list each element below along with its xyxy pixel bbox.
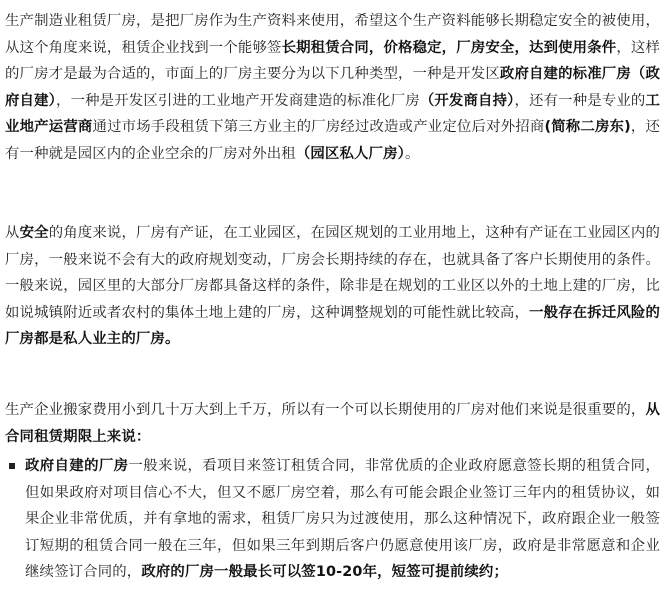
emphasis-text: （园区私人厂房）	[295, 145, 405, 162]
list-item-text	[25, 458, 660, 580]
paragraph-safety	[5, 220, 660, 353]
text-run: ，一种是开发区引进的工业地产开发商建造的标准化厂房	[56, 92, 420, 109]
paragraph-lease-term	[5, 397, 660, 450]
emphasis-text: （开发商自持）	[419, 92, 515, 109]
text-run: 生产制造业租赁厂房，是把厂房作为生产资料来使用，希望这个生产资料能够长期稳定安全的被使用，从这个角度来说，租赁企业找到一个能够签	[5, 13, 660, 56]
emphasis-text: 政府自建的标准厂房（政府自建）	[5, 66, 660, 109]
text-run: ，还有一种是专业的	[514, 92, 646, 109]
text-run: ，这样的厂房才是最为合适的，市面上的厂房主要分为以下几种类型，一种是开发区	[5, 39, 660, 83]
lease-list	[5, 453, 660, 586]
emphasis-text: 长期租赁合同，价格稳定，厂房安全，达到使用条件	[281, 39, 617, 56]
emphasis-text: 一般存在拆迁风险的厂房都是私人业主的厂房。	[5, 304, 661, 348]
emphasis-text: (简称二房东)	[544, 119, 631, 136]
bullet-icon	[9, 463, 15, 469]
text-run: 生产企业搬家费用小到几十万大到上千万，所以有一个可以长期使用的厂房对他们来说是很重要的，	[5, 402, 646, 418]
paragraph-factory-types	[5, 8, 660, 168]
emphasis-text: 从合同租赁期限上来说：	[5, 402, 660, 445]
emphasis-text: 政府自建的厂房	[25, 458, 129, 474]
emphasis-text: 工业地产运营商	[5, 92, 660, 136]
list-item	[5, 453, 660, 586]
text-run: ，还有一种就是园区内的企业空余的厂房对外出租	[5, 119, 660, 162]
emphasis-text: 安全	[19, 225, 49, 241]
emphasis-text: 政府的厂房一般最长可以签10-20年，短签可提前续约；	[141, 564, 508, 581]
text-run: 从	[5, 225, 20, 241]
text-run: 。	[404, 145, 420, 162]
text-run: 通过市场手段租赁下第三方业主的厂房经过改造或产业定位后对外招商	[92, 119, 545, 136]
text-run: 的角度来说，厂房有产证，在工业园区，在园区规划的工业用地上，这种有产证在工业园区内的厂房，一般来说不会有大的政府规划变动，厂房会长期持续的存在，也就具备了客户长期使用的条件。一般来说，园区里的大部分厂房都具备这样的条件，除非是在规划的工业区以外的土地上建的厂房，比如说城镇附近或者农村的集体土地上建的厂房，这种调整规划的可能性就比较高，	[5, 225, 660, 321]
text-run: 一般来说，看项目来签订租赁合同，非常优质的企业政府愿意签长期的租赁合同，但如果政府对项目信心不大，但又不愿厂房空着，那么有可能会跟企业签订三年内的租赁协议，如果企业非常优质，并有拿地的需求，租赁厂房只为过渡使用，那么这种情况下，政府跟企业一般签订短期的租赁合同一般在三年，但如果三年到期后客户仍愿意使用该厂房，政府是非常愿意和企业继续签订合同的，	[25, 458, 660, 581]
